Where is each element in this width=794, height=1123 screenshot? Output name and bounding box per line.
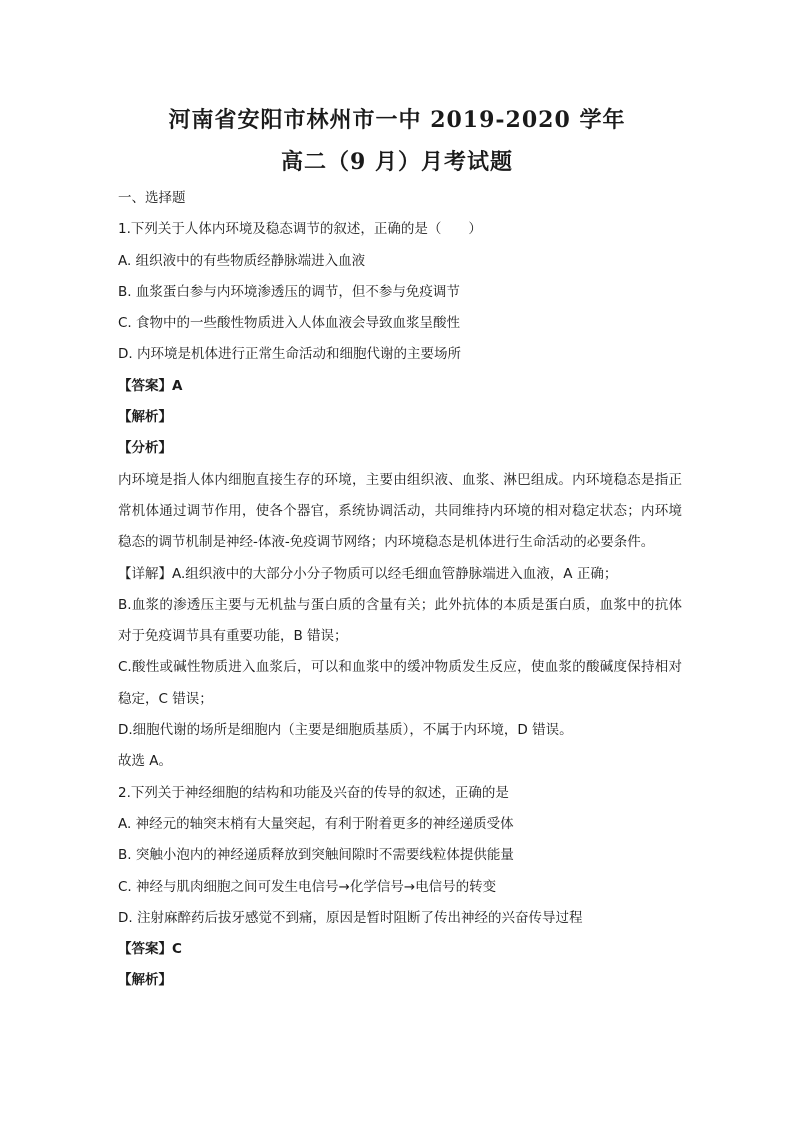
question-1-conclusion: 故选 A。 (118, 753, 173, 770)
document-title-line1: 河南省安阳市林州市一中 2019-2020 学年 (168, 107, 626, 133)
question-2-stem: 2.下列关于神经细胞的结构和功能及兴奋的传导的叙述，正确的是 (118, 784, 509, 801)
question-1-option-d: D. 内环境是机体进行正常生命活动和细胞代谢的主要场所 (118, 346, 461, 363)
question-1-option-a: A. 组织液中的有些物质经静脉端进入血液 (118, 252, 366, 269)
document-title-line2: 高二（9 月）月考试题 (281, 149, 513, 175)
question-1-detail-b: B.血浆的渗透压主要与无机盐与蛋白质的含量有关；此外抗体的本质是蛋白质，血浆中的抗体对于免疫调节具有重要功能，B 错误； (118, 596, 682, 645)
question-1-stem: 1.下列关于人体内环境及稳态调节的叙述，正确的是（ ） (118, 221, 482, 238)
question-1-detail-d: D.细胞代谢的场所是细胞内（主要是细胞质基质），不属于内环境，D 错误。 (118, 722, 573, 739)
question-2-analysis-label: 【解析】 (118, 972, 172, 989)
question-1-fenxi-text: 内环境是指人体内细胞直接生存的环境，主要由组织液、血浆、淋巴组成。内环境稳态是指正常机体通过调节作用，使各个器官，系统协调活动，共同维持内环境的相对稳定状态；内环境稳态的调节机制是神经-体液-免疫调节网络；内环境稳态是机体进行生命活动的必要条件。 (118, 471, 682, 551)
document-body (118, 183, 682, 997)
question-1-option-c: C. 食物中的一些酸性物质进入人体血液会导致血浆呈酸性 (118, 315, 461, 332)
question-2-option-c: C. 神经与肌肉细胞之间可发生电信号→化学信号→电信号的转变 (118, 878, 497, 895)
question-1-answer: 【答案】A (118, 377, 183, 394)
question-2-answer: 【答案】C (118, 941, 182, 958)
question-2-option-d: D. 注射麻醉药后拔牙感觉不到痛，原因是暂时阻断了传出神经的兴奋传导过程 (118, 909, 583, 926)
section-heading: 一、选择题 (118, 190, 186, 206)
question-1-detail-a: 【详解】A.组织液中的大部分小分子物质可以经毛细血管静脉端进入血液，A 正确； (118, 565, 618, 582)
question-1-fenxi-label: 【分析】 (118, 440, 172, 457)
question-2-option-b: B. 突触小泡内的神经递质释放到突触间隙时不需要线粒体提供能量 (118, 847, 514, 864)
question-1-detail-c: C.酸性或碱性物质进入血浆后，可以和血浆中的缓冲物质发生反应，使血浆的酸碱度保持相对稳定，C 错误； (118, 659, 682, 707)
question-1-option-b: B. 血浆蛋白参与内环境渗透压的调节，但不参与免疫调节 (118, 283, 460, 300)
question-1-analysis-label: 【解析】 (118, 409, 172, 426)
question-2-option-a: A. 神经元的轴突末梢有大量突起，有利于附着更多的神经递质受体 (118, 815, 514, 832)
